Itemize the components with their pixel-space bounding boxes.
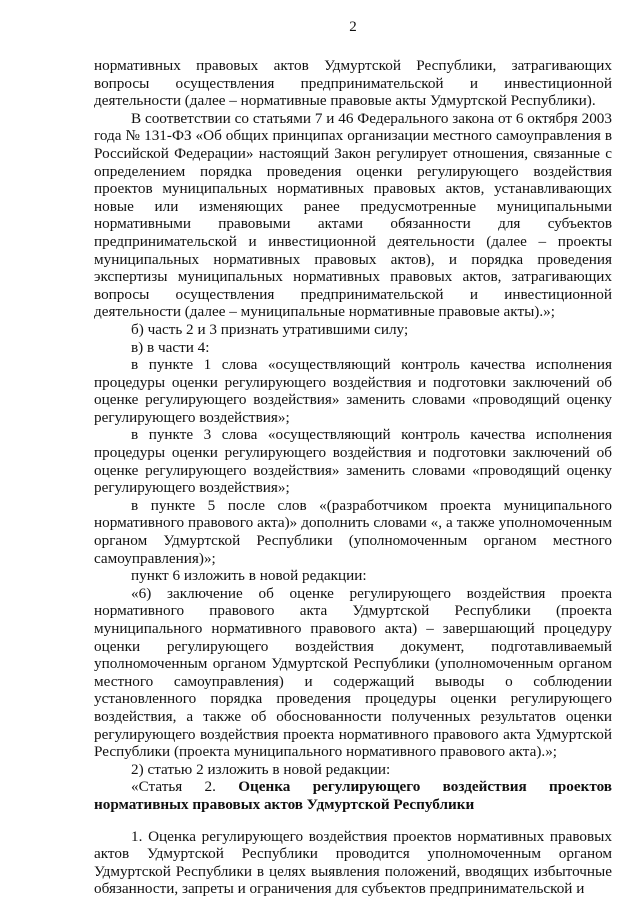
article-prefix: «Статья 2. [131, 778, 239, 796]
page-number: 2 [349, 19, 357, 35]
document-page [94, 18, 612, 898]
paragraph-item-v: в) в части 4: [131, 338, 210, 356]
paragraph-continuation: нормативных правовых актов Удмуртской Республики, затрагивающих вопросы осуществления предпринимательской и инвестиционной деятельности (далее – нормативные правовые акты Удмуртской Республики). [94, 57, 612, 110]
paragraph-federal-law: В соответствии со статьями 7 и 46 Федерального закона от 6 октября 2003 года № 131-ФЗ «Об общих принципах организации местного самоуправления в Российской Федерации» настоящий Закон регулирует отношения, связанные с определением порядка проведения оценки регулирующего воздействия проектов муниципальных нормативных правовых актов, устанавливающих новые или изменяющих ранее предусмотренные муниципальными нормативными правовыми актами обязанности для субъектов предпринимательской и инвестиционной деятельности (далее – проекты муниципальных нормативных правовых актов), и порядка проведения экспертизы муниципальных нормативных правовых актов, затрагивающих вопросы осуществления предпринимательской и инвестиционной деятельности (далее – муниципальные нормативные правовые акты).»; [94, 109, 612, 321]
article-heading [94, 778, 612, 813]
paragraph-point-3: в пункте 3 слова «осуществляющий контроль качества исполнения процедуры оценки регулирующего воздействия и подготовки заключений об оценке регулирующего воздействия» заменить словами «проводящий оценку регулирующего воздействия»; [94, 426, 612, 497]
paragraph-point-6-intro: пункт 6 изложить в новой редакции: [131, 567, 367, 585]
paragraph-item-2: 2) статью 2 изложить в новой редакции: [131, 760, 391, 778]
paragraph-point-5: в пункте 5 после слов «(разработчиком проекта муниципального нормативного правового акта)» дополнить словами «, а также уполномоченным органом Удмуртской Республики (уполномоченным органом местного самоуправления)»; [94, 496, 612, 567]
paragraph-article-point-1: 1. Оценка регулирующего воздействия проектов нормативных правовых актов Удмуртской Республики проводится уполномоченным органом Удмуртской Республики в целях выявления положений, вводящих избыточные обязанности, запреты и ограничения для субъектов предпринимательской и [94, 827, 612, 898]
paragraph-item-b: б) часть 2 и 3 признать утратившими силу; [131, 320, 409, 338]
article-title: Оценка регулирующего воздействия проектов нормативных правовых актов Удмуртской Республики [94, 778, 613, 813]
paragraph-point-1: в пункте 1 слова «осуществляющий контроль качества исполнения процедуры оценки регулирующего воздействия и подготовки заключений об оценке регулирующего воздействия» заменить словами «проводящий оценку регулирующего воздействия»; [94, 356, 612, 426]
paragraph-point-6-text: «6) заключение об оценке регулирующего воздействия проекта нормативного правового акта Удмуртской Республики (проекта муниципального нормативного правового акта) – завершающий процедуру оценки регулирующего воздействия документ, подготавливаемый уполномоченным органом Удмуртской Республики (уполномоченным органом местного самоуправления) и содержащий выводы о соблюдении установленного порядка проведения процедуры оценки регулирующего воздействия, а также об обоснованности полученных результатов оценки регулирующего воздействия проекта нормативного правового акта Удмуртской Республики (проекта муниципального нормативного правового акта).»; [94, 584, 612, 761]
